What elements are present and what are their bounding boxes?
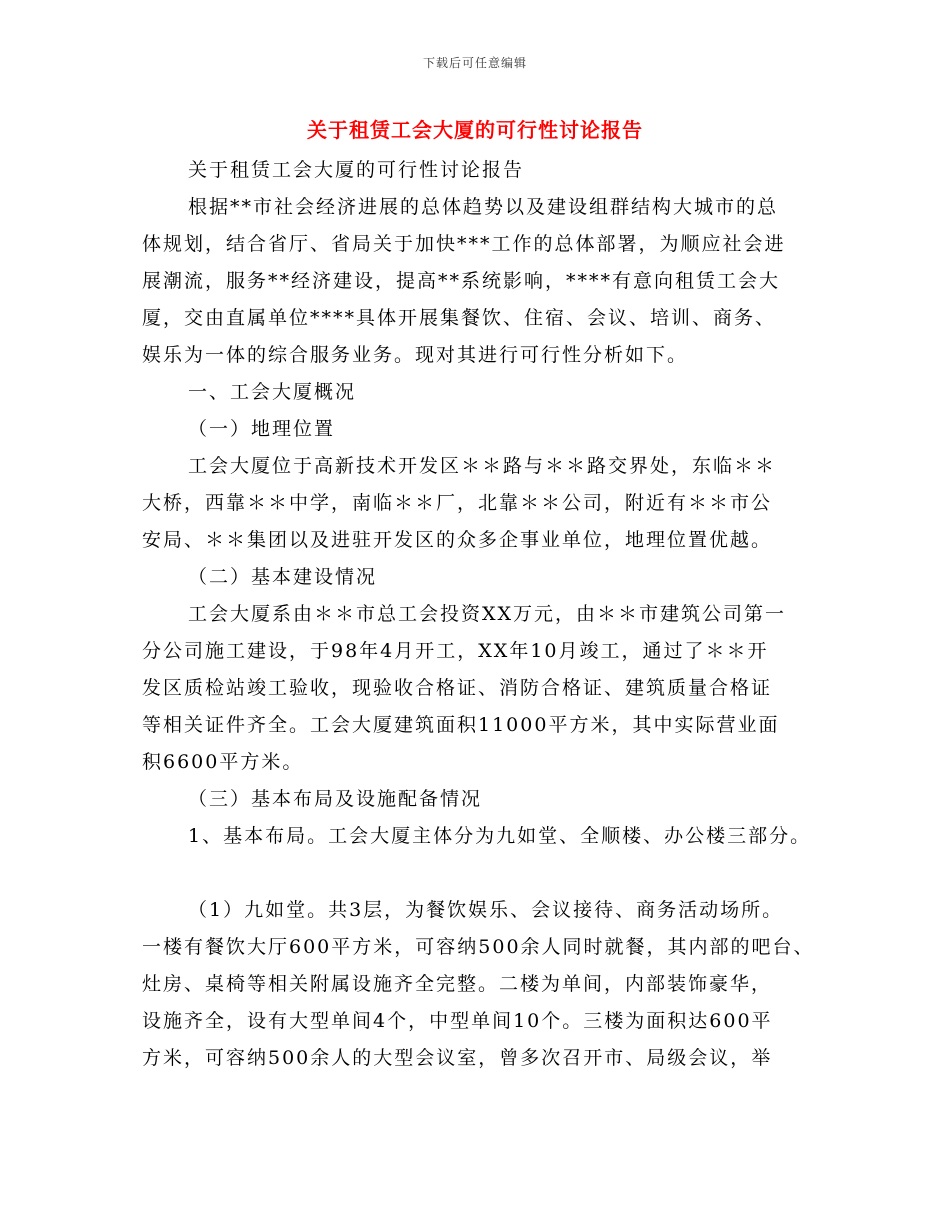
paragraph-line: 安局、＊＊集团以及进驻开发区的众多企事业单位，地理位置优越。 bbox=[142, 529, 773, 551]
paragraph-line: 大桥，西靠＊＊中学，南临＊＊厂，北靠＊＊公司，附近有＊＊市公 bbox=[142, 492, 773, 514]
subsection-heading: （一）地理位置 bbox=[188, 418, 336, 440]
paragraph-line: 厦，交由直属单位****具体开展集餐饮、住宿、会议、培训、商务、 bbox=[142, 307, 777, 329]
paragraph-line: 1、基本布局。工会大厦主体分为九如堂、全顺楼、办公楼三部分。 bbox=[188, 825, 812, 847]
paragraph-line: 娱乐为一体的综合服务业务。现对其进行可行性分析如下。 bbox=[142, 344, 689, 366]
paragraph-line: 工会大厦位于高新技术开发区＊＊路与＊＊路交界处，东临＊＊ bbox=[188, 455, 777, 477]
paragraph-line: 工会大厦系由＊＊市总工会投资XX万元，由＊＊市建筑公司第一 bbox=[188, 603, 787, 625]
section-heading: 一、工会大厦概况 bbox=[188, 381, 357, 403]
paragraph-line: 分公司施工建设，于98年4月开工，XX年10月竣工，通过了＊＊开 bbox=[142, 640, 769, 662]
paragraph-line: 方米，可容纳500余人的大型会议室，曾多次召开市、局级会议，举 bbox=[142, 1047, 773, 1069]
paragraph-line: 关于租赁工会大厦的可行性讨论报告 bbox=[188, 159, 525, 181]
paragraph-line: 体规划，结合省厅、省局关于加快***工作的总体部署，为顺应社会进 bbox=[142, 233, 786, 255]
paragraph-line: 等相关证件齐全。工会大厦建筑面积11000平方米，其中实际营业面 bbox=[142, 714, 780, 736]
paragraph-line: 一楼有餐饮大厅600平方米，可容纳500余人同时就餐，其内部的吧台、 bbox=[142, 936, 815, 958]
paragraph-gap bbox=[142, 855, 832, 892]
paragraph-line: 展潮流，服务**经济建设，提高**系统影响，****有意向租赁工会大 bbox=[142, 270, 781, 292]
subsection-heading: （三）基本布局及设施配备情况 bbox=[188, 788, 483, 810]
paragraph-line: 灶房、桌椅等相关附属设施齐全完整。二楼为单间，内部装饰豪华， bbox=[142, 973, 773, 995]
paragraph-line: 发区质检站竣工验收，现验收合格证、消防合格证、建筑质量合格证 bbox=[142, 677, 773, 699]
paragraph-line: 根据**市社会经济进展的总体趋势以及建设组群结构大城市的总 bbox=[188, 196, 779, 218]
paragraph-line: 积6600平方米。 bbox=[142, 751, 304, 773]
document-body bbox=[142, 152, 832, 1077]
header-note: 下载后可任意编辑 bbox=[422, 56, 527, 70]
paragraph-line: 设施齐全，设有大型单间4个，中型单间10个。三楼为面积达600平 bbox=[142, 1010, 773, 1032]
paragraph-line: （1）九如堂。共3层，为餐饮娱乐、会议接待、商务活动场所。 bbox=[188, 899, 784, 921]
document-title: 关于租赁工会大厦的可行性讨论报告 bbox=[307, 118, 643, 142]
subsection-heading: （二）基本建设情况 bbox=[188, 566, 378, 588]
